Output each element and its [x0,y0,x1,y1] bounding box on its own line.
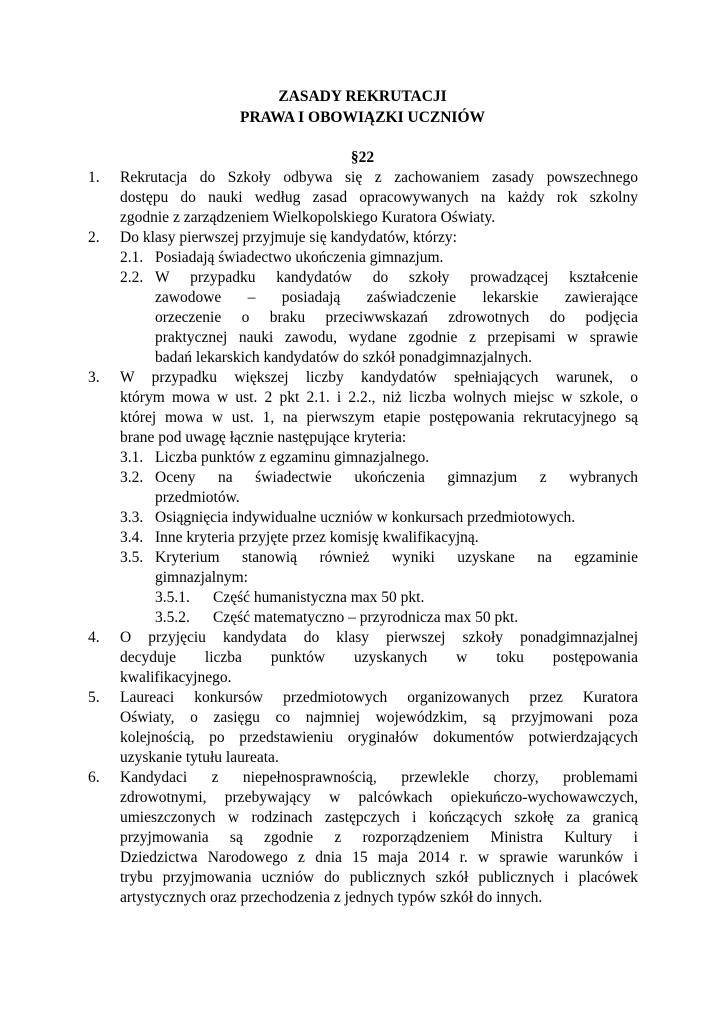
item-3-5-line-2: gimnazjalnym: [155,569,248,586]
item-2-2-line-5: badań lekarskich kandydatów do szkół ponadgimnazjalnych. [155,349,533,366]
item-2-2-line-4: praktycznej nauki zawodu, wydane zgodnie z przepisami w sprawie [155,329,638,346]
item-3-number: 3. [88,369,100,386]
item-6-line-3: umieszczonych w rodzinach zastępczych i kończących szkołę za granicą [120,809,638,826]
item-4-line-1: O przyjęciu kandydata do klasy pierwszej szkoły ponadgimnazjalnej [120,629,638,646]
item-3-5-number: 3.5. [120,549,144,566]
item-3-3-number: 3.3. [120,509,144,526]
item-3-line-3: której mowa w ust. 1, na pierwszym etapie postępowania rekrutacyjnego są [120,409,638,426]
item-3-line-4: brane pod uwagę łącznie następujące kryteria: [120,429,407,446]
item-3-2-line-1: Oceny na świadectwie ukończenia gimnazjum z wybranych [155,469,638,486]
item-6-line-7: artystycznych oraz przechodzenia z jednych typów szkół do innych. [120,889,543,906]
item-2-1-text: Posiadają świadectwo ukończenia gimnazjum. [155,249,444,266]
item-3-line-2: którym mowa w ust. 2 pkt 2.1. i 2.2., niż liczba wolnych miejsc w szkole, o [120,389,638,406]
item-3-4-text: Inne kryteria przyjęte przez komisję kwalifikacyjną. [155,529,479,546]
item-2-2-line-2: zawodowe – posiadają zaświadczenie lekarskie zawierające [155,289,638,306]
item-3-1-text: Liczba punktów z egzaminu gimnazjalnego. [155,449,430,466]
item-4-number: 4. [88,629,100,646]
item-3-1-number: 3.1. [120,449,144,466]
item-3-4-number: 3.4. [120,529,144,546]
item-3-5-2-text: Część matematyczno – przyrodnicza max 50 pkt. [213,609,519,626]
title-line-1: ZASADY REKRUTACJI [278,88,447,105]
item-2-2-line-1: W przypadku kandydatów do szkoły prowadzącej kształcenie [155,269,638,286]
item-4-line-3: kwalifikacyjnego. [120,669,232,686]
item-1-line-3: zgodnie z zarządzeniem Wielkopolskiego Kuratora Oświaty. [120,209,496,226]
item-5-line-2: Oświaty, o zasięgu co najmniej wojewódzkim, są przyjmowani poza [120,709,638,726]
item-6-line-4: przyjmowania są zgodnie z rozporządzeniem Ministra Kultury i [120,829,638,846]
item-2-2-line-3: orzeczenie o braku przeciwwskazań zdrowotnych do podjęcia [155,309,638,326]
item-6-line-5: Dziedzictwa Narodowego z dnia 15 maja 2014 r. w sprawie warunków i [120,849,638,866]
item-2-1-number: 2.1. [120,249,144,266]
item-3-2-line-2: przedmiotów. [155,489,240,506]
item-2-2-number: 2.2. [120,269,144,286]
item-1-line-2: dostępu do nauki według zasad opracowywanych na każdy rok szkolny [120,189,638,206]
item-1-number: 1. [88,169,100,186]
item-6-line-6: trybu przyjmowania uczniów do publicznych szkół publicznych i placówek [120,869,638,886]
item-3-5-line-1: Kryterium stanowią również wyniki uzyskane na egzaminie [155,549,638,566]
item-3-5-2-number: 3.5.2. [155,609,190,626]
item-3-5-1-number: 3.5.1. [155,589,190,606]
item-1-line-1: Rekrutacja do Szkoły odbywa się z zachowaniem zasady powszechnego [120,169,638,186]
item-5-line-3: kolejnością, po przedstawieniu oryginałów dokumentów potwierdzających [120,729,638,746]
item-3-line-1: W przypadku większej liczby kandydatów spełniających warunek, o [120,369,638,386]
item-6-line-2: zdrowotnymi, przebywający w palcówkach opiekuńczo-wychowawczych, [120,789,638,806]
item-5-line-1: Laureaci konkursów przedmiotowych organizowanych przez Kuratora [120,689,638,706]
item-6-line-1: Kandydaci z niepełnosprawnością, przewlekle chorzy, problemami [120,769,638,786]
title-line-2: PRAWA I OBOWIĄZKI UCZNIÓW [239,109,486,126]
item-2-number: 2. [88,229,100,246]
item-3-2-number: 3.2. [120,469,144,486]
item-2-line-1: Do klasy pierwszej przyjmuje się kandydatów, którzy: [120,229,457,246]
item-5-line-4: uzyskanie tytułu laureata. [120,749,279,766]
item-4-line-2: decyduje liczba punktów uzyskanych w toku postępowania [120,649,638,666]
item-5-number: 5. [88,689,100,706]
item-3-5-1-text: Część humanistyczna max 50 pkt. [213,589,425,606]
section-number: §22 [350,149,375,166]
item-3-3-text: Osiągnięcia indywidualne uczniów w konkursach przedmiotowych. [155,509,576,526]
item-6-number: 6. [88,769,100,786]
